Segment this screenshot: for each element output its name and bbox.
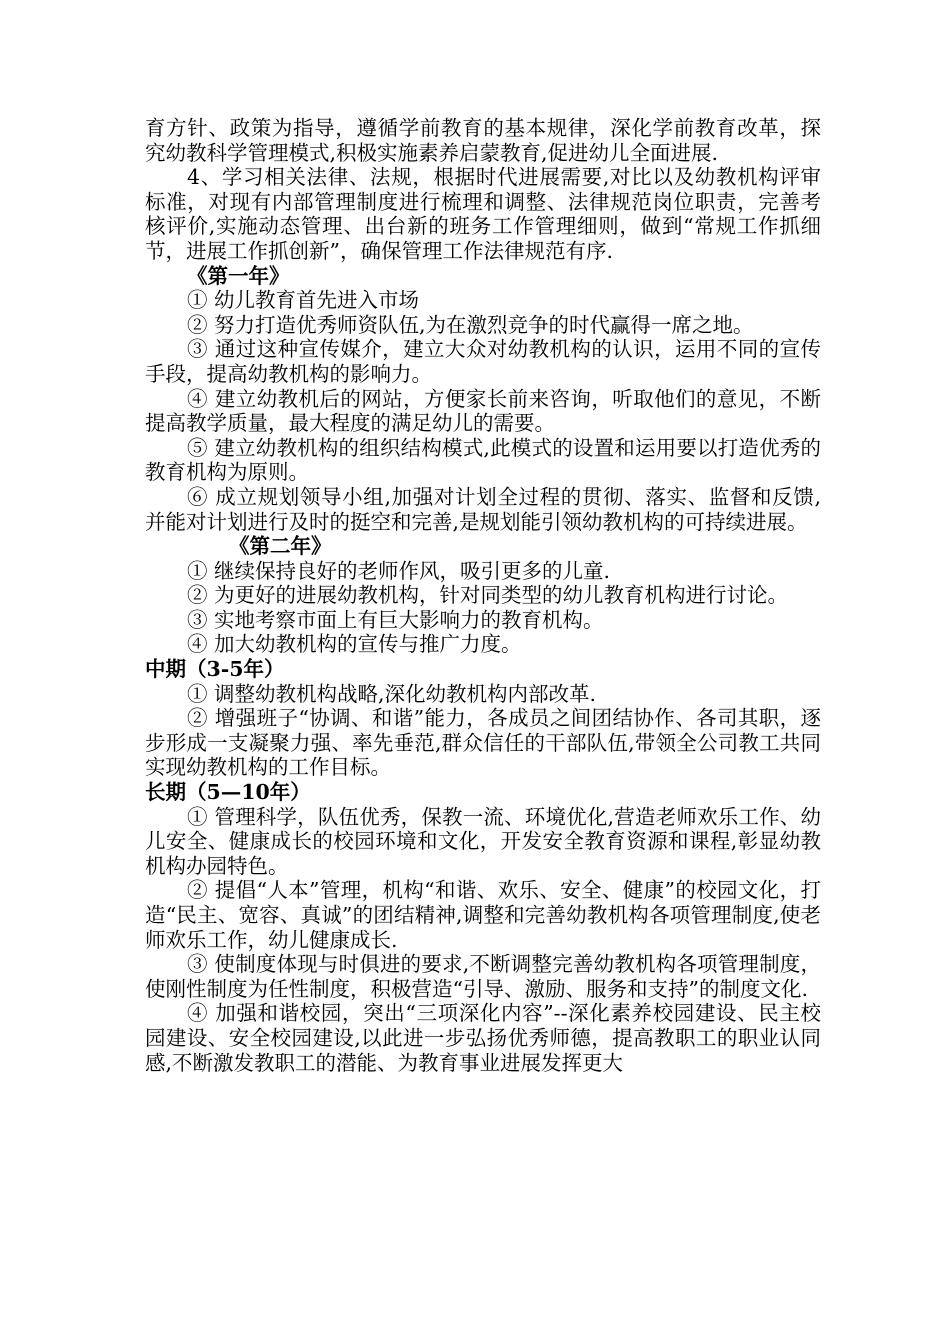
document-body xyxy=(145,116,821,1075)
heading-year-two: 《第二年》 xyxy=(229,534,332,559)
list-item: ② 增强班子“协调、和谐”能力，各成员之间团结协作、各司其职，逐步形成一支凝聚力强、率先垂范,群众信任的干部队伍,带领全公司教工共同实现幼教机构的工作目标。 xyxy=(145,706,821,780)
list-item: ③ 通过这种宣传媒介，建立大众对幼教机构的认识，运用不同的宣传手段，提高幼教机构的影响力。 xyxy=(145,337,821,386)
list-item: ④ 建立幼教机后的网站，方便家长前来咨询，听取他们的意见，不断提高教学质量，最大程度的满足幼儿的需要。 xyxy=(145,386,821,436)
list-item: ③ 实地考察市面上有巨大影响力的教育机构。 xyxy=(187,607,604,632)
heading-year-one: 《第一年》 xyxy=(187,263,290,288)
list-item: ② 努力打造优秀师资队伍,为在激烈竞争的时代赢得一席之地。 xyxy=(187,312,754,337)
list-item: ⑤ 建立幼教机构的组织结构模式,此模式的设置和运用要以打造优秀的教育机构为原则。 xyxy=(145,435,821,485)
list-item: ④ 加强和谐校园，突出“三项深化内容”--深化素养校园建设、民主校园建设、安全校园建设,以此进一步弘扬优秀师德，提高教职工的职业认同感,不断激发教职工的潜能、为教育事业进展发挥更大 xyxy=(145,1001,821,1075)
heading-long-term: 长期（5—10年） xyxy=(145,780,311,805)
list-item: ① 管理科学，队伍优秀，保教一流、环境优化,营造老师欢乐工作、幼儿安全、健康成长的校园环境和文化，开发安全教育资源和课程,彰显幼教机构办园特色。 xyxy=(145,804,821,878)
list-item: ② 为更好的进展幼教机构，针对同类型的幼儿教育机构进行讨论。 xyxy=(187,583,789,608)
paragraph-item-4: 4、学习相关法律、法规，根据时代进展需要,对比以及幼教机构评审标准，对现有内部管理制度进行梳理和调整、法律规范岗位职责，完善考核评价,实施动态管理、出台新的班务工作管理细则，做到“常规工作抓细节，进展工作抓创新”，确保管理工作法律规范有序. xyxy=(145,165,821,263)
list-item: ① 继续保持良好的老师作风，吸引更多的儿童. xyxy=(187,558,611,583)
list-item: ② 提倡“人本”管理，机构“和谐、欢乐、安全、健康”的校园文化，打造“民主、宽容、真诚”的团结精神,调整和完善幼教机构各项管理制度,使老师欢乐工作，幼儿健康成长. xyxy=(145,878,821,952)
list-item: ① 调整幼教机构战略,深化幼教机构内部改革. xyxy=(187,681,597,706)
list-item: ⑥ 成立规划领导小组,加强对计划全过程的贯彻、落实、监督和反馈,并能对计划进行及时的挺空和完善,是规划能引领幼教机构的可持续进展。 xyxy=(145,484,821,534)
heading-mid-term: 中期（3-5年） xyxy=(145,657,285,682)
paragraph-continuation: 育方针、政策为指导，遵循学前教育的基本规律，深化学前教育改革，探究幼教科学管理模式,积极实施素养启蒙教育,促进幼儿全面进展. xyxy=(145,116,821,165)
list-item: ① 幼儿教育首先进入市场 xyxy=(187,288,420,313)
list-item: ④ 加大幼教机构的宣传与推广力度。 xyxy=(187,632,522,657)
list-item: ③ 使制度体现与时俱进的要求,不断调整完善幼教机构各项管理制度，使刚性制度为任性制度，积极营造“引导、激励、服务和支持”的制度文化. xyxy=(145,952,821,1001)
